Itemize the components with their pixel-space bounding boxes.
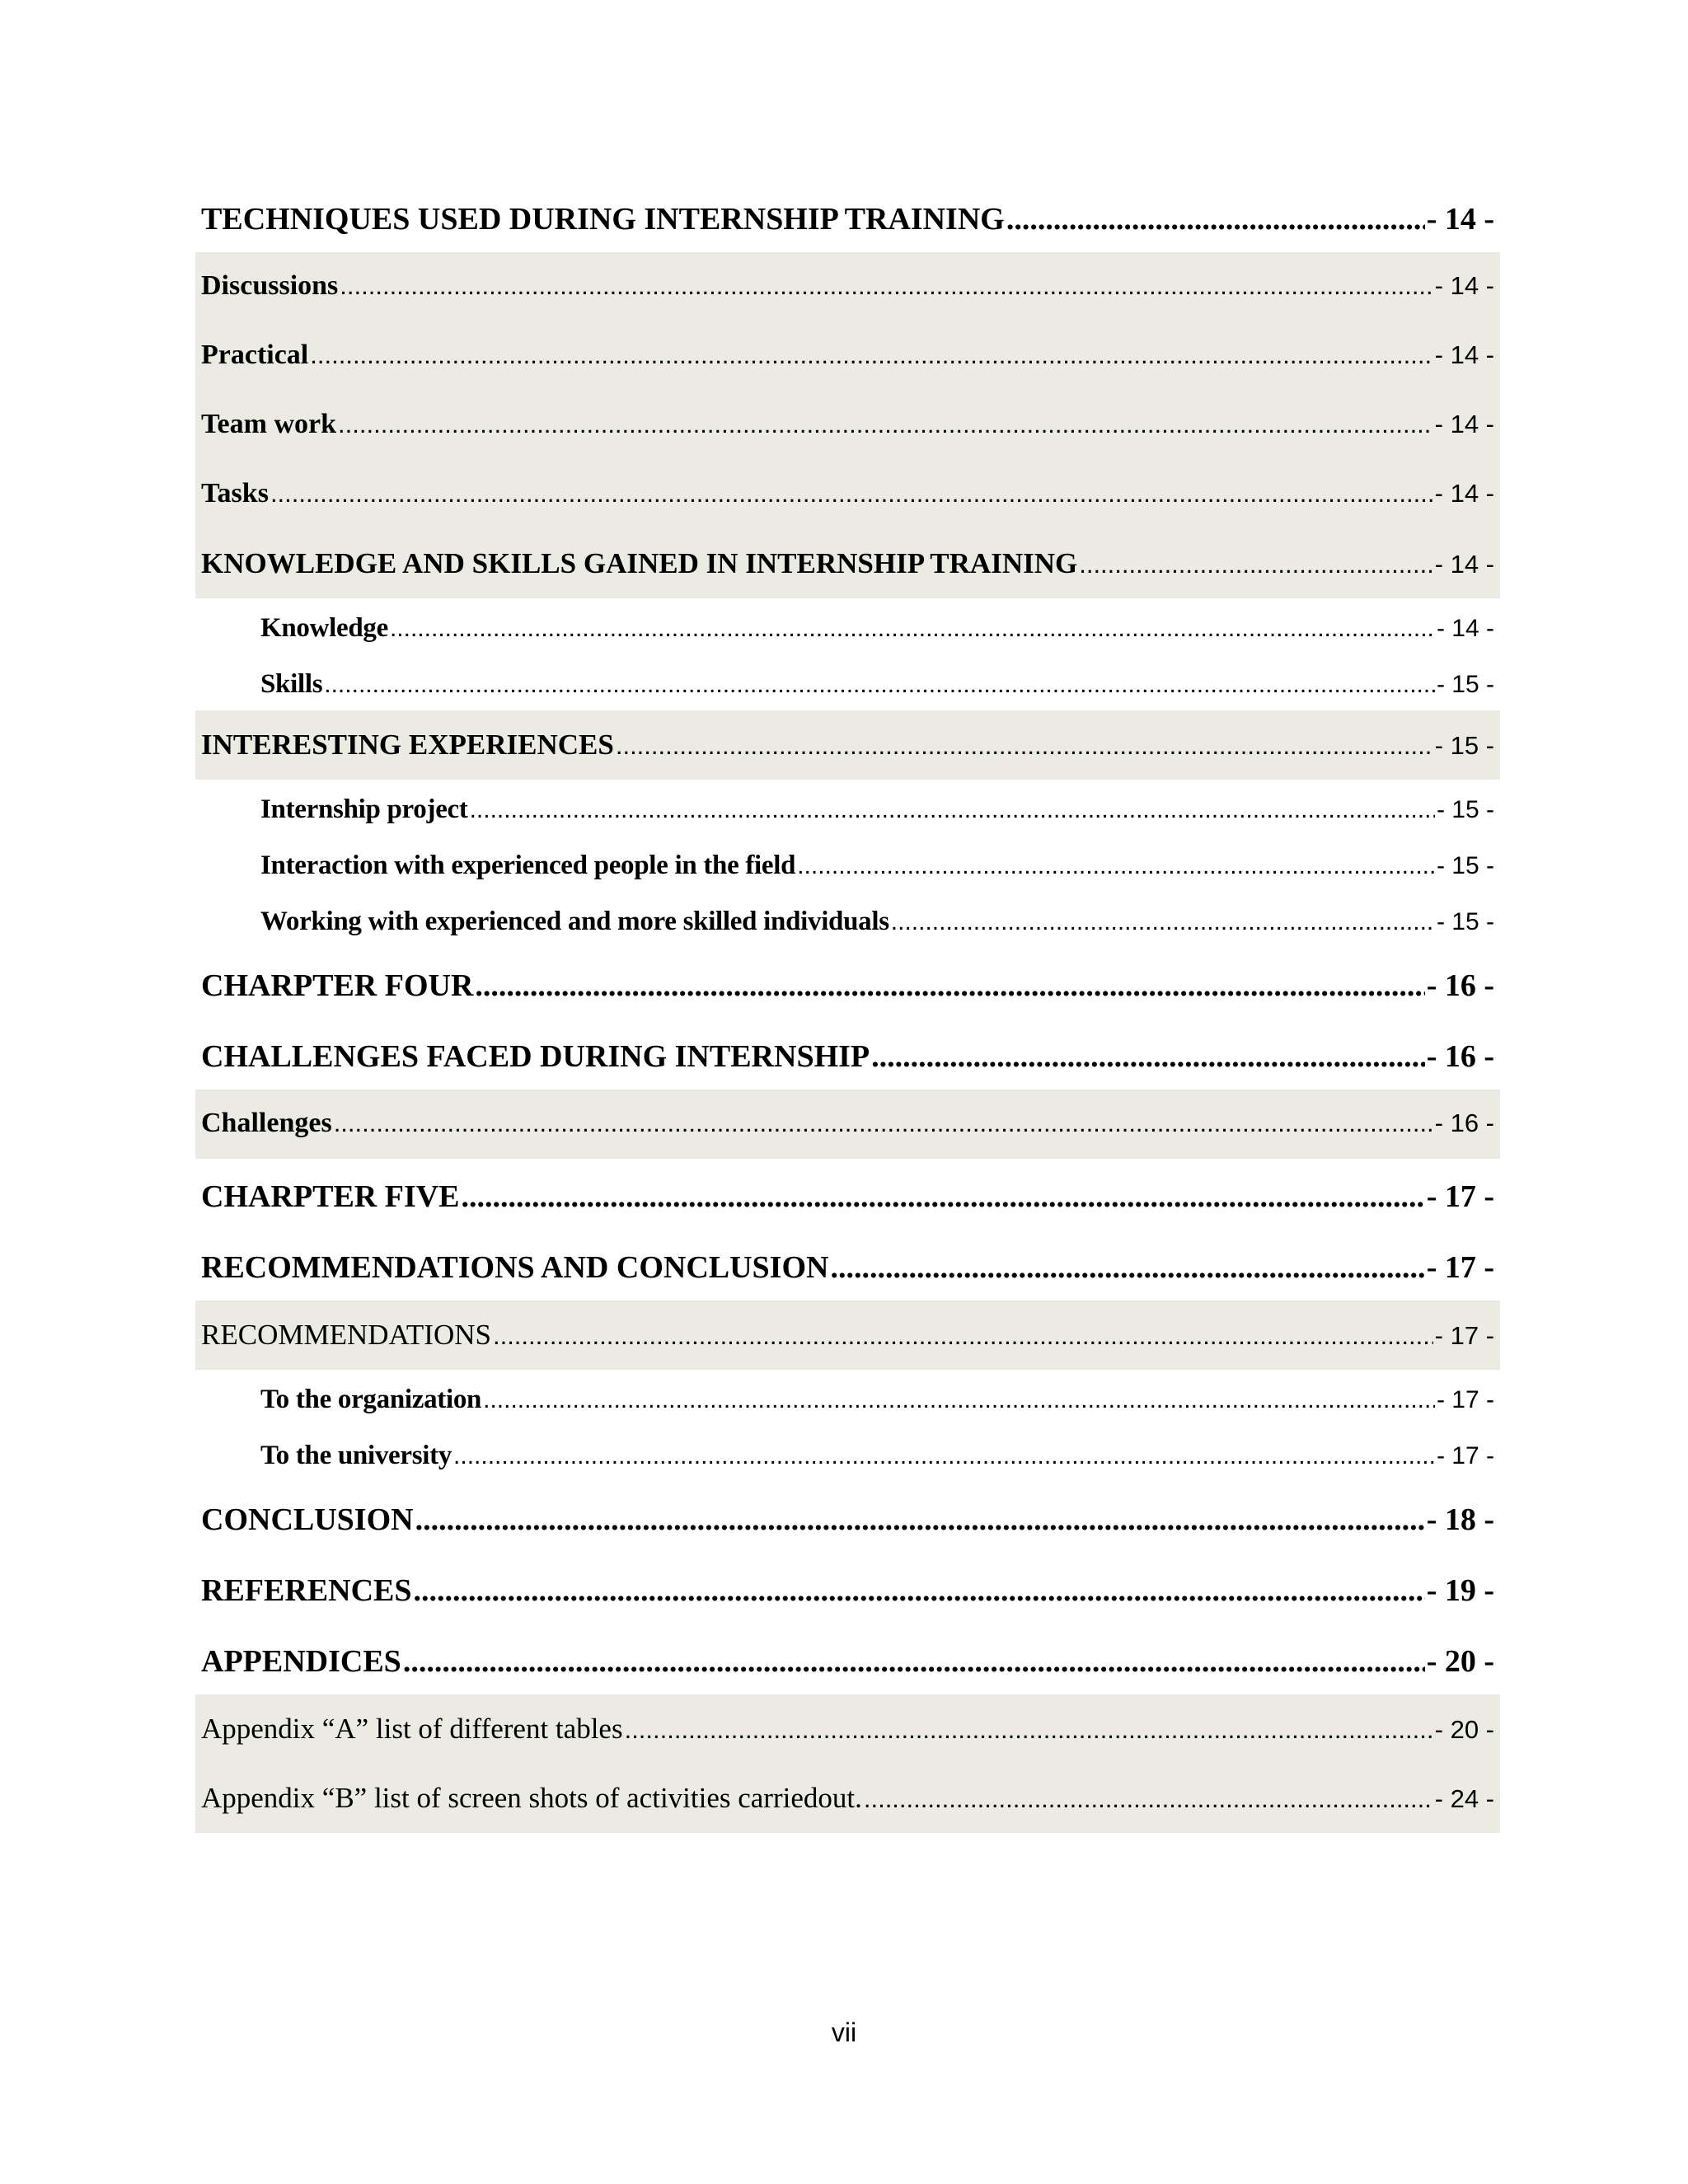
toc-entry-page: - 20 - bbox=[1434, 1715, 1494, 1744]
dot-leader bbox=[415, 1502, 1425, 1538]
toc-entry-title: Working with experienced and more skilled individuals bbox=[260, 907, 889, 936]
toc-entry-title: Skills bbox=[260, 669, 323, 699]
toc-entry-page: - 20 - bbox=[1426, 1644, 1494, 1679]
table-of-contents bbox=[195, 181, 1500, 1833]
toc-entry-page: - 15 - bbox=[1436, 796, 1494, 823]
toc-entry-title: Challenges bbox=[201, 1108, 332, 1138]
toc-entry-to-the-university[interactable] bbox=[195, 1426, 1500, 1482]
toc-entry-internship-project[interactable] bbox=[195, 780, 1500, 836]
toc-entry-title: Discussions bbox=[201, 270, 339, 301]
dot-leader bbox=[475, 968, 1424, 1004]
dot-leader bbox=[797, 852, 1435, 880]
toc-entry-page: - 14 - bbox=[1434, 340, 1494, 369]
toc-entry-title: Interaction with experienced people in the field bbox=[260, 851, 796, 880]
toc-entry-page: - 17 - bbox=[1436, 1386, 1494, 1413]
toc-entry-page: - 16 - bbox=[1426, 1039, 1494, 1074]
dot-leader bbox=[270, 479, 1433, 509]
dot-leader bbox=[1079, 550, 1432, 579]
toc-entry-practical[interactable] bbox=[195, 321, 1500, 391]
dot-leader bbox=[625, 1715, 1433, 1745]
dot-leader bbox=[414, 1572, 1425, 1609]
toc-entry-appendices[interactable] bbox=[195, 1624, 1500, 1694]
dot-leader bbox=[340, 271, 1432, 301]
toc-entry-title: APPENDICES bbox=[201, 1644, 401, 1679]
toc-entry-chapter-five[interactable] bbox=[195, 1159, 1500, 1230]
toc-entry-title: CHARPTER FIVE bbox=[201, 1179, 460, 1214]
toc-entry-page: - 17 - bbox=[1426, 1250, 1494, 1285]
dot-leader bbox=[493, 1321, 1433, 1351]
dot-leader bbox=[891, 908, 1435, 936]
toc-entry-title: To the organization bbox=[260, 1385, 482, 1414]
dot-leader bbox=[334, 1108, 1433, 1138]
toc-entry-title: Team work bbox=[201, 409, 337, 439]
toc-entry-techniques[interactable] bbox=[195, 181, 1500, 252]
toc-entry-title: CHARPTER FOUR bbox=[201, 968, 474, 1003]
dot-leader bbox=[403, 1643, 1425, 1680]
toc-entry-knowledge[interactable] bbox=[195, 598, 1500, 654]
toc-entry-discussions[interactable] bbox=[195, 252, 1500, 321]
toc-entry-title: TECHNIQUES USED DURING INTERNSHIP TRAINING bbox=[201, 202, 1005, 237]
toc-entry-title: Practical bbox=[201, 340, 309, 370]
toc-entry-chapter-four[interactable] bbox=[195, 948, 1500, 1019]
toc-entry-interesting-experiences[interactable] bbox=[195, 710, 1500, 780]
toc-entry-page: - 16 - bbox=[1434, 1108, 1494, 1137]
dot-leader bbox=[871, 1038, 1425, 1075]
toc-entry-page: - 15 - bbox=[1436, 908, 1494, 935]
toc-entry-page: - 15 - bbox=[1436, 852, 1494, 879]
toc-entry-challenges-faced[interactable] bbox=[195, 1019, 1500, 1090]
toc-entry-references[interactable] bbox=[195, 1553, 1500, 1624]
dot-leader bbox=[453, 1442, 1435, 1470]
dot-leader bbox=[616, 731, 1433, 761]
toc-entry-title: INTERESTING EXPERIENCES bbox=[201, 729, 614, 761]
dot-leader bbox=[324, 671, 1435, 699]
toc-entry-recommendations[interactable] bbox=[195, 1301, 1500, 1370]
dot-leader bbox=[310, 340, 1432, 370]
toc-entry-page: - 14 - bbox=[1426, 202, 1494, 237]
toc-entry-title: CHALLENGES FACED DURING INTERNSHIP bbox=[201, 1039, 870, 1074]
dot-leader bbox=[462, 1179, 1425, 1215]
toc-entry-page: - 17 - bbox=[1426, 1179, 1494, 1214]
dot-leader bbox=[830, 1249, 1424, 1286]
dot-leader bbox=[483, 1386, 1435, 1414]
toc-entry-page: - 19 - bbox=[1426, 1573, 1494, 1608]
dot-leader bbox=[864, 1784, 1433, 1814]
toc-entry-conclusion[interactable] bbox=[195, 1482, 1500, 1553]
toc-entry-title: RECOMMENDATIONS bbox=[201, 1319, 491, 1351]
toc-entry-to-the-organization[interactable] bbox=[195, 1370, 1500, 1426]
toc-entry-page: - 14 - bbox=[1436, 615, 1494, 642]
toc-entry-skills[interactable] bbox=[195, 654, 1500, 710]
toc-entry-team-work[interactable] bbox=[195, 391, 1500, 460]
toc-entry-title: RECOMMENDATIONS AND CONCLUSION bbox=[201, 1250, 829, 1285]
toc-entry-title: REFERENCES bbox=[201, 1573, 412, 1608]
toc-entry-title: CONCLUSION bbox=[201, 1502, 414, 1537]
toc-entry-page: - 15 - bbox=[1434, 731, 1494, 760]
toc-entry-working-with-experienced[interactable] bbox=[195, 892, 1500, 948]
toc-entry-page: - 14 - bbox=[1434, 410, 1494, 438]
toc-entry-page: - 14 - bbox=[1434, 271, 1494, 300]
dot-leader bbox=[470, 796, 1435, 824]
toc-entry-title: Internship project bbox=[260, 794, 468, 824]
toc-entry-interaction[interactable] bbox=[195, 836, 1500, 892]
toc-entry-knowledge-and-skills[interactable] bbox=[195, 529, 1500, 598]
toc-entry-page: - 17 - bbox=[1434, 1321, 1494, 1350]
dot-leader bbox=[390, 615, 1435, 643]
toc-entry-page: - 14 - bbox=[1434, 479, 1494, 508]
toc-entry-title: Knowledge bbox=[260, 613, 388, 643]
toc-entry-title: Tasks bbox=[201, 478, 269, 509]
dot-leader bbox=[338, 410, 1433, 439]
toc-entry-page: - 15 - bbox=[1436, 671, 1494, 698]
toc-entry-challenges[interactable] bbox=[195, 1090, 1500, 1159]
toc-entry-page: - 14 - bbox=[1434, 550, 1494, 579]
dot-leader bbox=[1006, 201, 1425, 237]
toc-entry-title: KNOWLEDGE AND SKILLS GAINED IN INTERNSHIP TRAINING bbox=[201, 547, 1078, 579]
toc-entry-page: - 18 - bbox=[1426, 1502, 1494, 1537]
toc-entry-page: - 24 - bbox=[1434, 1784, 1494, 1813]
toc-entry-recommendations-and-conclusion[interactable] bbox=[195, 1230, 1500, 1301]
toc-entry-title: To the university bbox=[260, 1441, 452, 1470]
page-number: vii bbox=[831, 2018, 857, 2047]
toc-entry-tasks[interactable] bbox=[195, 460, 1500, 529]
toc-entry-appendix-a[interactable] bbox=[195, 1694, 1500, 1764]
toc-entry-appendix-b[interactable] bbox=[195, 1764, 1500, 1833]
toc-entry-page: - 16 - bbox=[1426, 968, 1494, 1003]
toc-entry-page: - 17 - bbox=[1436, 1442, 1494, 1469]
toc-entry-title: Appendix “B” list of screen shots of activities carriedout. bbox=[201, 1782, 862, 1814]
toc-entry-title: Appendix “A” list of different tables bbox=[201, 1713, 623, 1745]
